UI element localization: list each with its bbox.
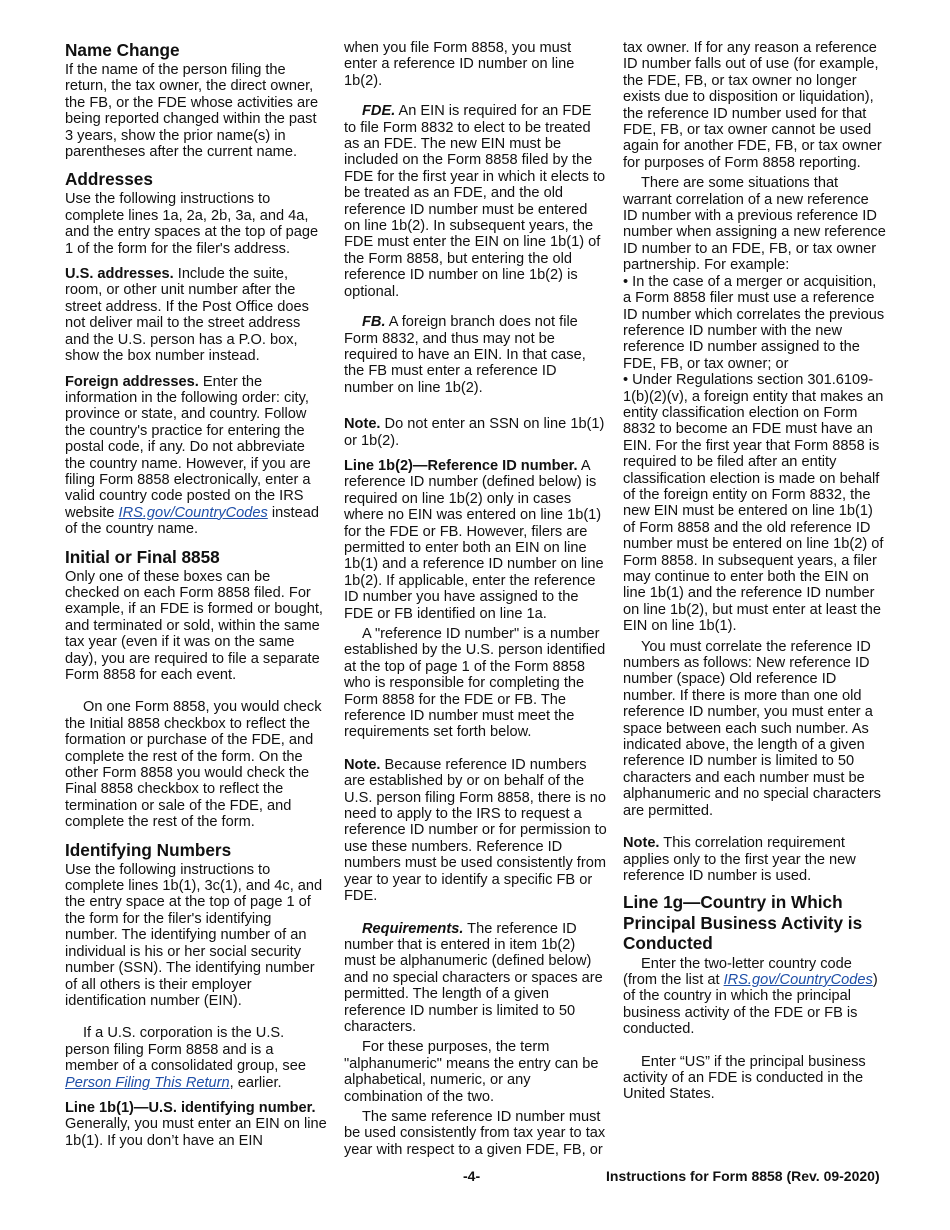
line-1b2-paragraph (344, 458, 607, 622)
identifying-numbers-text-2-tail: , earlier. (229, 1074, 282, 1091)
note-1-text: Do not enter an SSN on line 1b(1) or 1b(2). (344, 416, 605, 449)
line-1b1-label: Line 1b(1)—U.S. identifying number. (65, 1099, 316, 1116)
line-1b2-text: A reference ID number (defined below) is required on line 1b(2) only in cases where no EIN was entered on line 1b(1) for the FDE or FB. However, filers are permitted to enter both an EIN on line 1b(1) and a reference ID number on line 1b(2). If applicable, enter the reference ID number you have assigned to the FDE or FB identified on line 1a. (344, 457, 604, 622)
same-reference-text: The same reference ID number must be used consistently from tax year to tax year with respect to a given FDE, FB, or (344, 1108, 606, 1158)
us-addresses-label: U.S. addresses. (65, 266, 174, 283)
addresses-text: Use the following instructions to complete lines 1a, 2a, 2b, 3a, and 4a, and the entry spaces at the top of page 1 of the form for the filer's address. (65, 191, 319, 257)
note-text: This correlation requirement applies only to the first year the new reference ID number is used. (623, 835, 856, 884)
bullet-2-text: Under Regulations section 301.6109-1(b)(2)(v), a foreign entity that makes an entity classification election on Form 8832 to become an FDE must have an EIN. For the first year that Form 8858 is required to be filed after an entity classification election is made on behalf of the foreign entity on Form 8832, the new EIN must be entered on line 1b(1) of Form 8858 and the old reference ID number must be entered on line 1b(2) of Form 8858. In subsequent years, a filer may continue to enter both the EIN on line 1b(1) and the reference ID number on line 1b(2), but must enter at least the EIN on line 1b(1). (623, 372, 884, 635)
foreign-addresses-text: Enter the information in the following order: city, province or state, and country. Follow the country's practice for entering the postal code, if any. Do not abbreviate the country name. However, if you are filing Form 8858 electronically, enter a valid country code posted on the IRS website (65, 373, 311, 521)
correlate-text: You must correlate the reference ID numbers as follows: New reference ID number (space) Old reference ID number. If there is more than one old reference ID number, you must enter a space between each such number. As indicated above, the length of a given reference ID number is limited to 50 characters and each number must be alphanumeric and no special characters are permitted. (623, 638, 881, 819)
initial-final-heading: Initial or Final 8858 (65, 546, 220, 567)
fb-paragraph (344, 314, 607, 396)
note-1-label: Note. (344, 416, 381, 433)
bullet-1-text: In the case of a merger or acquisition, a Form 8858 filer must use a reference ID number which correlates the previous reference ID number with the new reference ID number assigned to the FDE, FB, or tax owner; or (623, 273, 885, 372)
us-addresses-text: Include the suite, room, or other unit number after the street address. If the Post Office does not deliver mail to the street address and the U.S. person has a P.O. box, show the box number instead. (65, 266, 309, 365)
country-codes-link[interactable]: IRS.gov/CountryCodes (118, 504, 268, 521)
requirements-paragraph (344, 921, 607, 1036)
fde-text: An EIN is required for an FDE to file Form 8832 to elect to be treated as an FDE. The new EIN must be included on the Form 8858 filed by the FDE for the first year in which it elects to be treated as an FDE, and the old reference ID number must be entered on line 1b(2). In subsequent years, the FDE must enter the EIN on line 1b(1) of the Form 8858, but entering the old reference ID number on line 1b(2) is optional. (344, 103, 606, 300)
line-1b1-text: Generally, you must enter an EIN on line 1b(1). If you don’t have an EIN (65, 1116, 327, 1149)
column-2 (344, 40, 607, 1167)
bullet-2 (623, 372, 886, 635)
col2-continuation-text: when you file Form 8858, you must enter a reference ID number on line 1b(2). (344, 40, 575, 89)
name-change-heading: Name Change (65, 40, 180, 60)
reference-id-definition: A "reference ID number" is a number established by the U.S. person identified at the top of page 1 of the Form 8858 who is responsible for completing the Form 8858 for the FDE or FB. The reference ID number must meet the requirements set forth below. (344, 626, 606, 741)
line-1b1-paragraph (65, 1100, 328, 1149)
note-label: Note. (623, 835, 660, 852)
identifying-numbers-text-2-body: If a U.S. corporation is the U.S. person filing Form 8858 and is a member of a consolidated group, see (65, 1025, 306, 1075)
foreign-addresses-paragraph (65, 374, 328, 538)
initial-final-text-1: Only one of these boxes can be checked on each Form 8858 filed. For example, if an FDE is formed or bought, and terminated or sold, within the same tax year (even if it was on the same day), you are required to file a separate Form 8858 for each event. (65, 568, 323, 683)
initial-final-text-2: On one Form 8858, you would check the Initial 8858 checkbox to reflect the formation or purchase of the FDE, and complete the rest of the form. On the other Form 8858 you would check the Final 8858 checkbox to reflect the termination or sale of the FDE, and complete the rest of the form. (65, 699, 322, 831)
form-title: Instructions for Form 8858 (Rev. 09-2020) (606, 1168, 880, 1184)
fb-label: FB. (362, 314, 386, 331)
requirements-label: Requirements. (362, 920, 464, 937)
name-change-text: If the name of the person filing the return, the tax owner, the direct owner, the FB, or the FDE whose activities are being reported changed within the past 3 years, show the prior name(s) in parentheses after the current name. (65, 62, 319, 161)
note-1-paragraph (344, 416, 607, 449)
line-1g-text-1 (623, 956, 886, 1038)
column-3 (623, 40, 886, 1112)
country-codes-link-2[interactable]: IRS.gov/CountryCodes (723, 971, 873, 988)
requirements-text: The reference ID number that is entered in item 1b(2) must be alphanumeric (defined below) and no special characters or spaces are permitted. The length of a given reference ID number is limited to 50 characters. (344, 920, 603, 1035)
identifying-numbers-text-2 (65, 1025, 328, 1091)
alphanumeric-text: For these purposes, the term "alphanumeric" means the entry can be alphabetical, numeric, or any combination of the two. (344, 1039, 599, 1105)
identifying-numbers-heading: Identifying Numbers (65, 839, 232, 860)
line-1g-heading: Line 1g—Country in Which Principal Business Activity is Conducted (623, 892, 863, 954)
fde-paragraph (344, 103, 607, 300)
page-number: -4- (463, 1168, 481, 1184)
note-paragraph (623, 835, 886, 884)
foreign-addresses-tail: instead of the country name. (65, 504, 319, 538)
bullet-icon: • (623, 273, 629, 290)
line-1g-text-1-body: Enter the two-letter country code (from the list at (623, 955, 852, 988)
note-2-label: Note. (344, 756, 381, 773)
person-filing-link[interactable]: Person Filing This Return (65, 1074, 230, 1091)
addresses-heading: Addresses (65, 169, 153, 190)
line-1b2-label: Line 1b(2)—Reference ID number. (344, 457, 578, 474)
fb-text: A foreign branch does not file Form 8832, and thus may not be required to have an EIN. In that case, the FB must enter a reference ID number on line 1b(2). (344, 314, 586, 396)
note-2-text: Because reference ID numbers are established by or on behalf of the U.S. person filing Form 8858, there is no need to apply to the IRS to request a reference ID number or for permission to use these numbers. Reference ID numbers must be used consistently from year to year to identify a specific FB or FDE. (344, 756, 607, 905)
fde-label: FDE. (362, 103, 396, 120)
note-2-paragraph (344, 757, 607, 905)
situations-text: There are some situations that warrant correlation of a new reference ID number with a previous reference ID number when assigning a new reference ID number to an FDE, FB, or tax owner partnership. For example: (623, 175, 886, 274)
line-1g-text-1-tail: ) of the country in which the principal business activity of the FDE or FB is conducted. (623, 971, 878, 1038)
col3-continuation-text: tax owner. If for any reason a reference ID number falls out of use (for example, the FDE, FB, or tax owner no longer exists due to disposition or liquidation), the reference ID number used for that FDE, FB, or tax owner cannot be used again for another FDE, FB, or tax owner for purposes of Form 8858 reporting. (623, 40, 882, 171)
bullet-icon: • (623, 372, 629, 389)
foreign-addresses-label: Foreign addresses. (65, 373, 199, 390)
us-addresses-paragraph (65, 266, 328, 364)
identifying-numbers-text-1: Use the following instructions to complete lines 1b(1), 3c(1), and 4c, and the entry space at the top of page 1 of the form for the filer's identifying number. The identifying number of an individual is his or her social security number (SSN). The identifying number of all others is their employer identification number (EIN). (65, 861, 323, 1009)
column-1 (65, 40, 328, 1158)
bullet-1 (623, 274, 886, 372)
line-1g-text-2: Enter “US” if the principal business activity of an FDE is conducted in the United States. (623, 1053, 866, 1103)
